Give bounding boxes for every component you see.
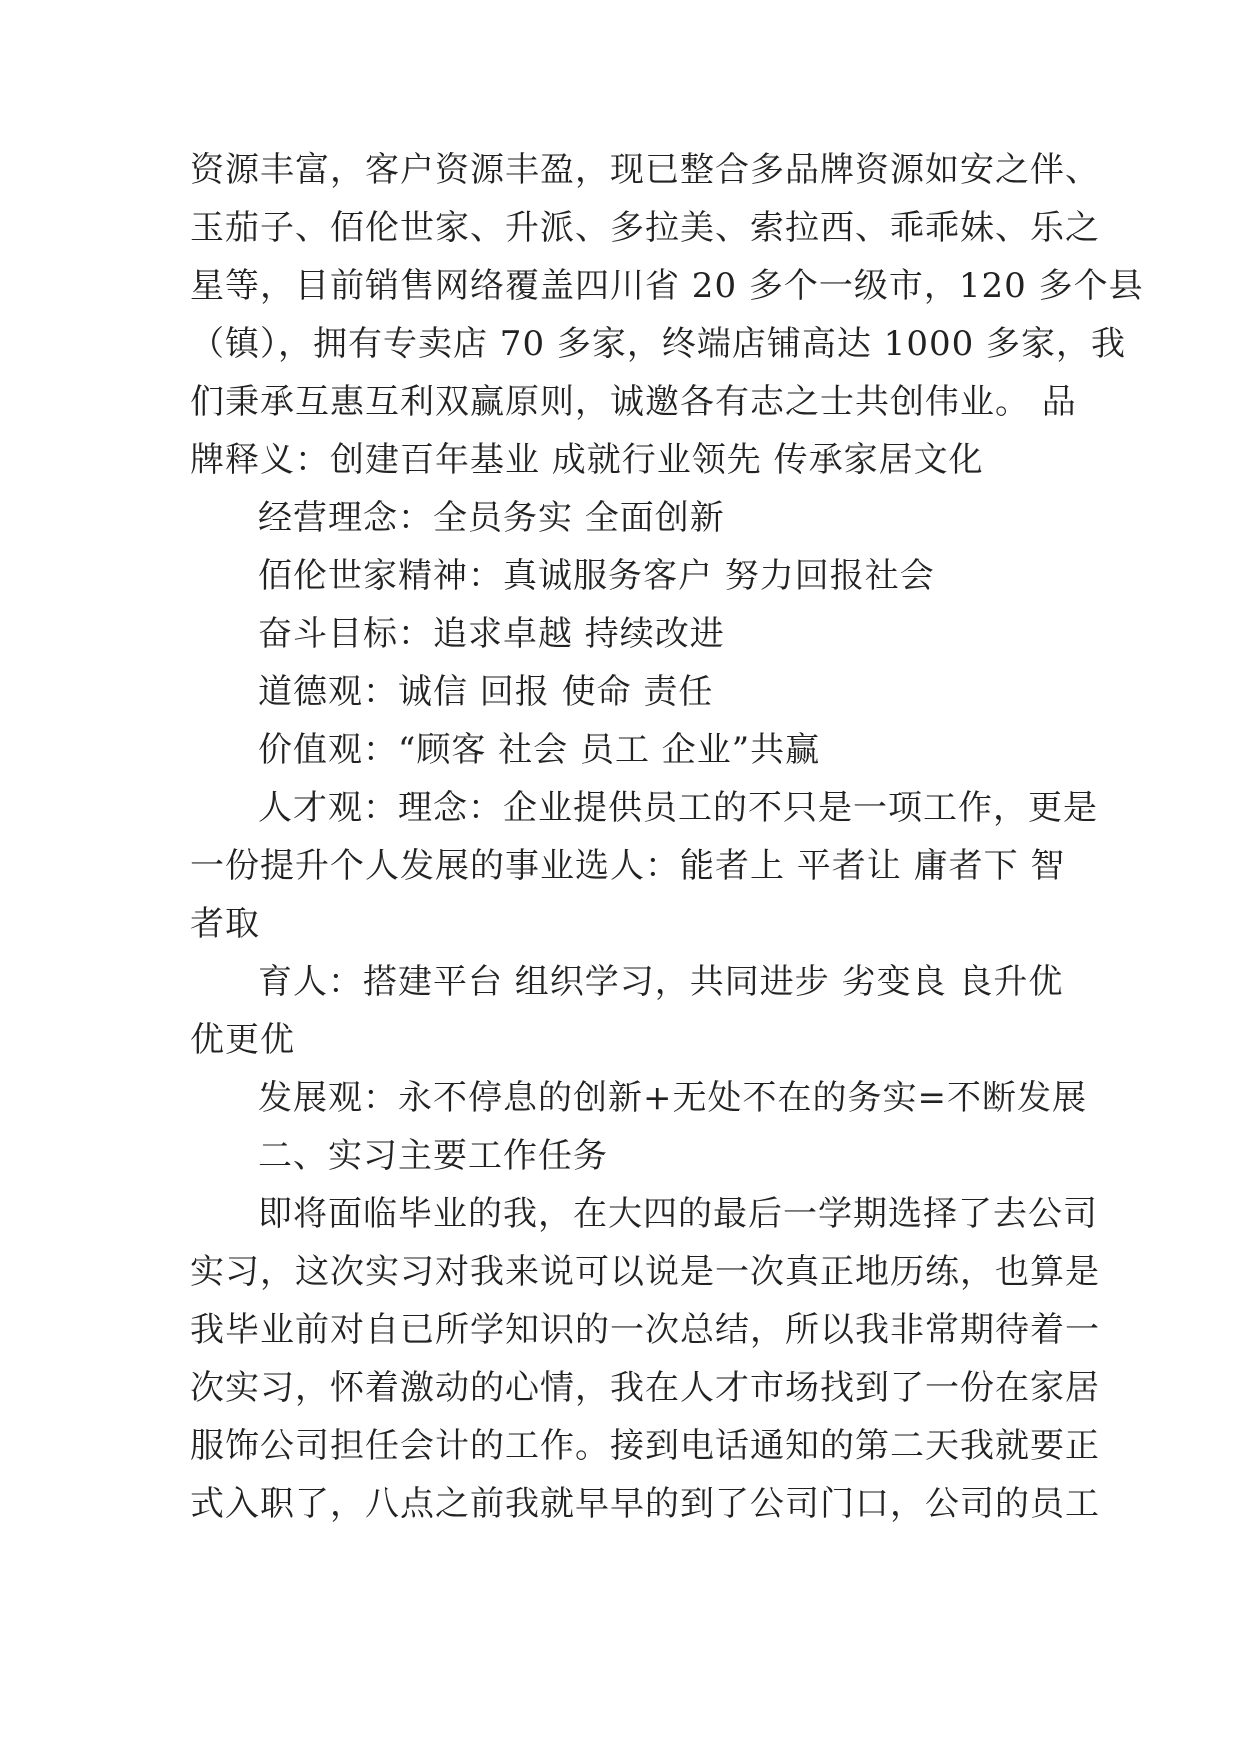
text-line-3: 星等，目前销售网络覆盖四川省 20 多个一级市，120 多个县 [190,266,1144,306]
text-line-9: 奋斗目标：追求卓越 持续改进 [258,614,725,654]
text-line-23: 服饰公司担任会计的工作。接到电话通知的第二天我就要正 [190,1426,1100,1466]
text-line-6: 牌释义：创建百年基业 成就行业领先 传承家居文化 [190,440,984,480]
text-line-8: 佰伦世家精神：真诚服务客户 努力回报社会 [258,556,935,596]
text-line-13: 一份提升个人发展的事业选人：能者上 平者让 庸者下 智 [190,846,1066,886]
text-line-7: 经营理念：全员务实 全面创新 [258,498,725,538]
text-line-21: 我毕业前对自已所学知识的一次总结，所以我非常期待着一 [190,1310,1100,1350]
text-line-2: 玉茄子、佰伦世家、升派、多拉美、索拉西、乖乖妹、乐之 [190,208,1100,248]
text-line-16: 优更优 [190,1020,295,1060]
text-line-24: 式入职了，八点之前我就早早的到了公司门口，公司的员工 [190,1484,1100,1524]
text-line-15: 育人：搭建平台 组织学习，共同进步 劣变良 良升优 [258,962,1064,1002]
text-line-20: 实习，这次实习对我来说可以说是一次真正地历练，也算是 [190,1252,1100,1292]
text-line-12: 人才观：理念：企业提供员工的不只是一项工作，更是 [258,788,1098,828]
text-line-19: 即将面临毕业的我，在大四的最后一学期选择了去公司 [258,1194,1098,1234]
section-heading: 二、实习主要工作任务 [258,1136,608,1176]
text-line-1: 资源丰富，客户资源丰盈，现已整合多品牌资源如安之伴、 [190,150,1100,190]
text-line-11: 价值观：“顾客 社会 员工 企业”共赢 [258,730,821,770]
text-line-5: 们秉承互惠互利双赢原则，诚邀各有志之士共创伟业。 品 [190,382,1077,422]
text-line-4: （镇），拥有专卖店 70 多家，终端店铺高达 1000 多家，我 [190,324,1127,364]
text-line-17: 发展观：永不停息的创新+无处不在的务实=不断发展 [258,1078,1087,1118]
text-line-10: 道德观：诚信 回报 使命 责任 [258,672,714,712]
text-line-22: 次实习，怀着激动的心情，我在人才市场找到了一份在家居 [190,1368,1100,1408]
text-line-14: 者取 [190,904,260,944]
